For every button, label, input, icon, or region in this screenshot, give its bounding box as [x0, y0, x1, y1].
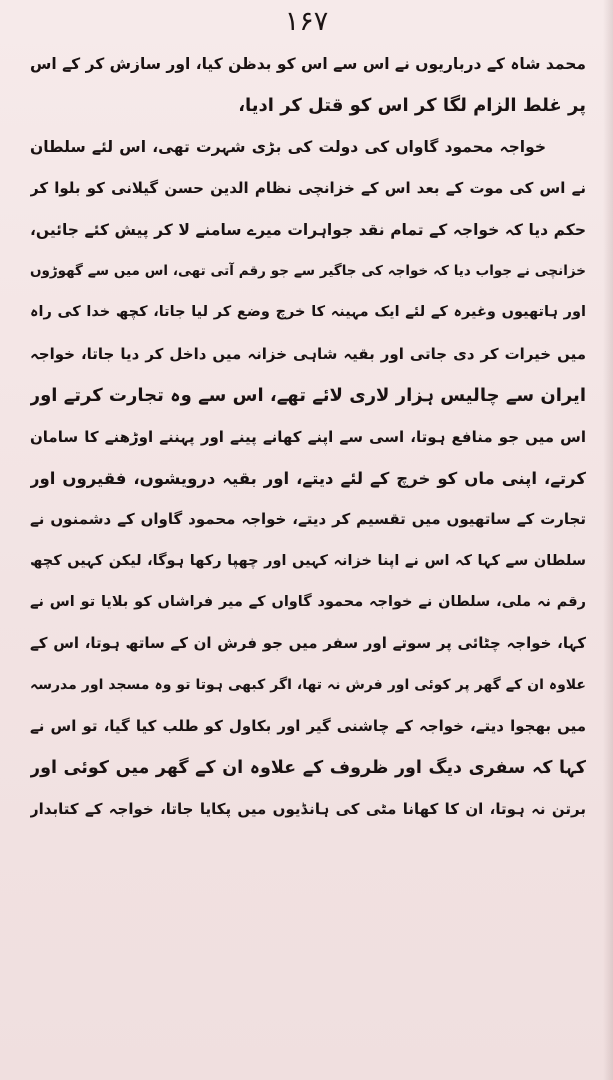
text-line-4: نے اس کی موت کے بعد اس کے خزانچی نظام الدین حسن گیلانی کو بلوا کر — [30, 179, 586, 198]
text-line-10: اس میں جو منافع ہوتا، اسی سے اپنے کھانے پینے اور پہننے اوڑھنے کا سامان — [30, 427, 586, 446]
text-line-3: خواجہ محمود گاواں کی دولت کی بڑی شہرت تھی، اس لئے سلطان — [30, 137, 546, 156]
text-line-1: محمد شاہ کے درباریوں نے اس سے اس کو بدظن کیا، اور سازش کر کے اس — [30, 55, 586, 73]
text-line-19: برتن نہ ہوتا، ان کا کھانا مٹی کی ہانڈیوں میں پکایا جاتا، خواجہ کے کتابدار — [30, 800, 586, 819]
text-line-9: ایران سے چالیس ہزار لاری لائے تھے، اس سے وہ تجارت کرتے اور — [30, 385, 586, 407]
text-line-8: میں خیرات کر دی جاتی اور بقیہ شاہی خزانہ میں داخل کر دیا جاتا، خواجہ — [30, 344, 586, 363]
text-line-14: رقم نہ ملی، سلطان نے خواجہ محمود گاواں کے میر فراشاں کو بلایا تو اس نے — [30, 594, 586, 611]
text-line-12: تجارت کے ساتھیوں میں تقسیم کر دیتے، خواجہ محمود گاواں کے دشمنوں نے — [30, 510, 586, 529]
text-line-18: کہا کہ سفری دیگ اور ظروف کے علاوہ ان کے گھر میں کوئی اور — [30, 757, 586, 778]
text-line-13: سلطان سے کہا کہ اس نے اپنا خزانہ کہیں اور چھپا رکھا ہوگا، لیکن کہیں کچھ — [30, 552, 586, 569]
page-number: ۱۶۷ — [284, 6, 329, 37]
text-line-11: کرتے، اپنی ماں کو خرچ کے لئے دیتے، اور بقیہ درویشوں، فقیروں اور — [30, 468, 586, 488]
page-edge-shadow — [603, 0, 613, 1080]
text-line-15: کہا، خواجہ چٹائی پر سوتے اور سفر میں جو فرش ان کے ساتھ ہوتا، اس کے — [30, 634, 586, 653]
text-line-16: علاوہ ان کے گھر پر کوئی اور فرش نہ تھا، اگر کبھی ہوتا تو وہ مسجد اور مدرسہ — [30, 676, 586, 693]
text-line-2: پر غلط الزام لگا کر اس کو قتل کر ادیا، — [238, 95, 586, 117]
text-line-6: خزانچی نے جواب دیا کہ خواجہ کی جاگیر سے جو رقم آتی تھی، اس میں سے گھوڑوں — [30, 262, 586, 279]
body-text — [30, 44, 586, 830]
text-line-17: میں بھجوا دیتے، خواجہ کے چاشنی گیر اور بکاول کو طلب کیا گیا، تو اس نے — [30, 717, 586, 736]
text-line-5: حکم دیا کہ خواجہ کے تمام نقد جواہرات میرے سامنے لا کر پیش کئے جائیں، — [30, 220, 586, 239]
text-line-7: اور ہاتھیوں وغیرہ کے لئے ایک مہینہ کا خرچ وضع کر لیا جاتا، کچھ خدا کی راہ — [30, 304, 586, 321]
